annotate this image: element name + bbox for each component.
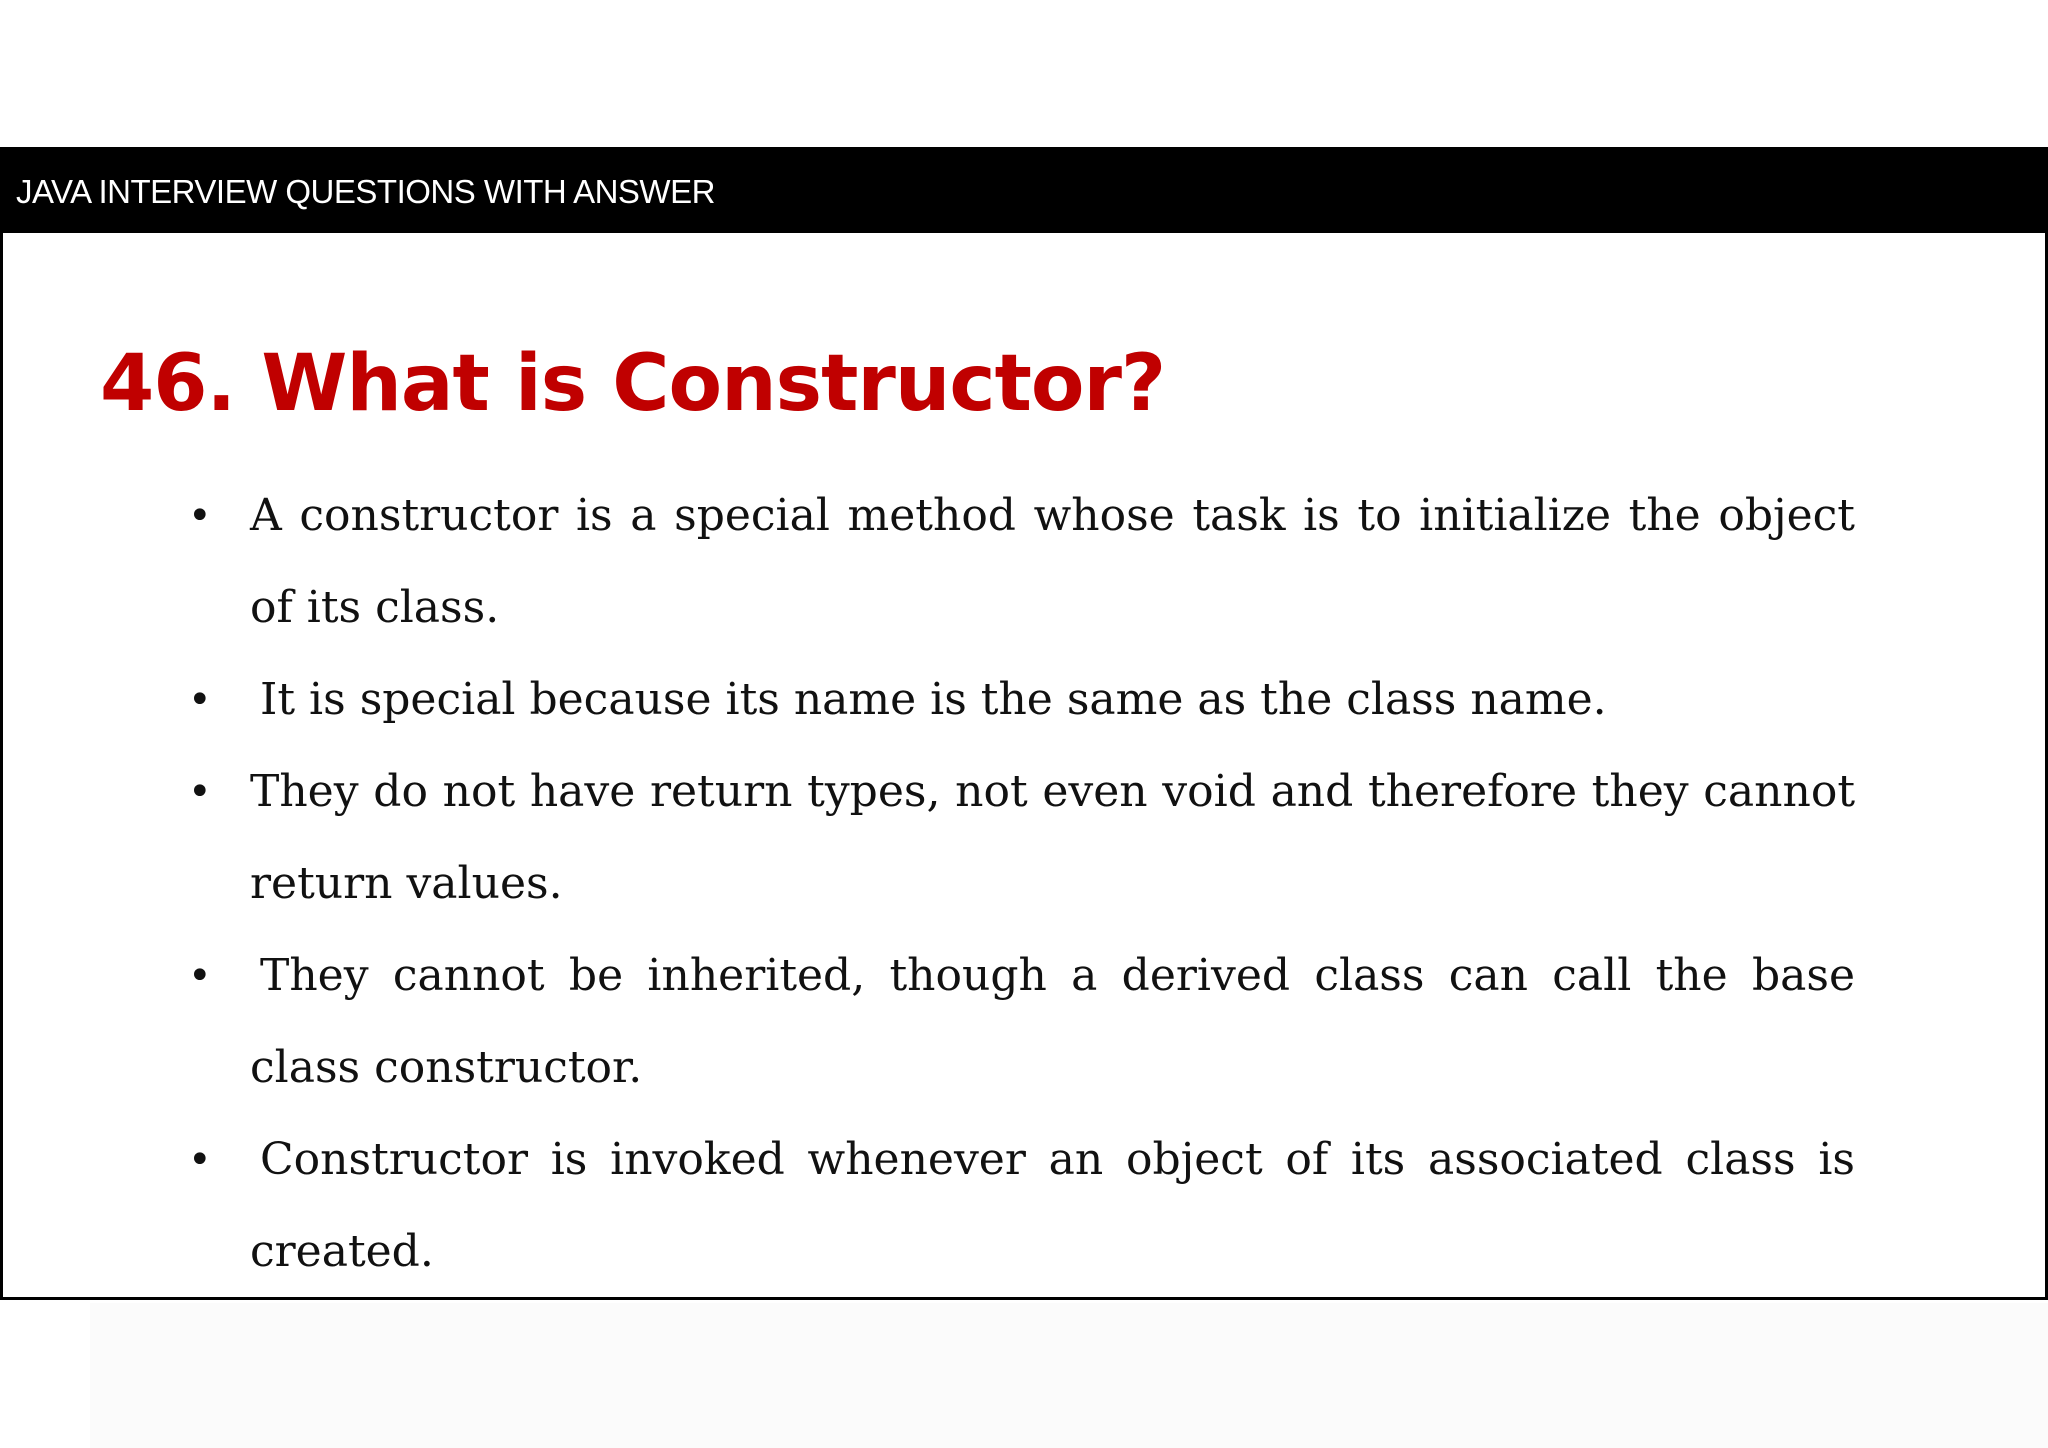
answer-text: They do not have return types, not even void and therefore they cannot return values. — [250, 766, 1855, 909]
answer-text: Constructor is invoked whenever an object of its associated class is created. — [250, 1134, 1855, 1277]
header-title: JAVA INTERVIEW QUESTIONS WITH ANSWER — [16, 173, 715, 210]
answer-list — [180, 470, 1855, 1298]
answer-text: It is special because its name is the same as the class name. — [260, 674, 1607, 725]
answer-text: They cannot be inherited, though a derived class can call the base class constructor. — [250, 950, 1855, 1093]
answer-item — [180, 746, 1855, 930]
answer-item — [180, 930, 1855, 1114]
bullet-icon: • — [188, 493, 212, 539]
answer-item — [180, 1114, 1855, 1298]
bullet-icon: • — [188, 769, 212, 815]
bullet-icon: • — [188, 953, 212, 999]
header-bar — [0, 147, 2048, 233]
answer-item — [180, 470, 1855, 654]
question-title: 46. What is Constructor? — [100, 339, 1166, 429]
answer-item — [180, 654, 1855, 746]
answer-text: A constructor is a special method whose task is to initialize the object of its class. — [250, 490, 1855, 633]
bullet-icon: • — [188, 1137, 212, 1183]
footer-background — [90, 1303, 2048, 1448]
bullet-icon: • — [188, 677, 212, 723]
